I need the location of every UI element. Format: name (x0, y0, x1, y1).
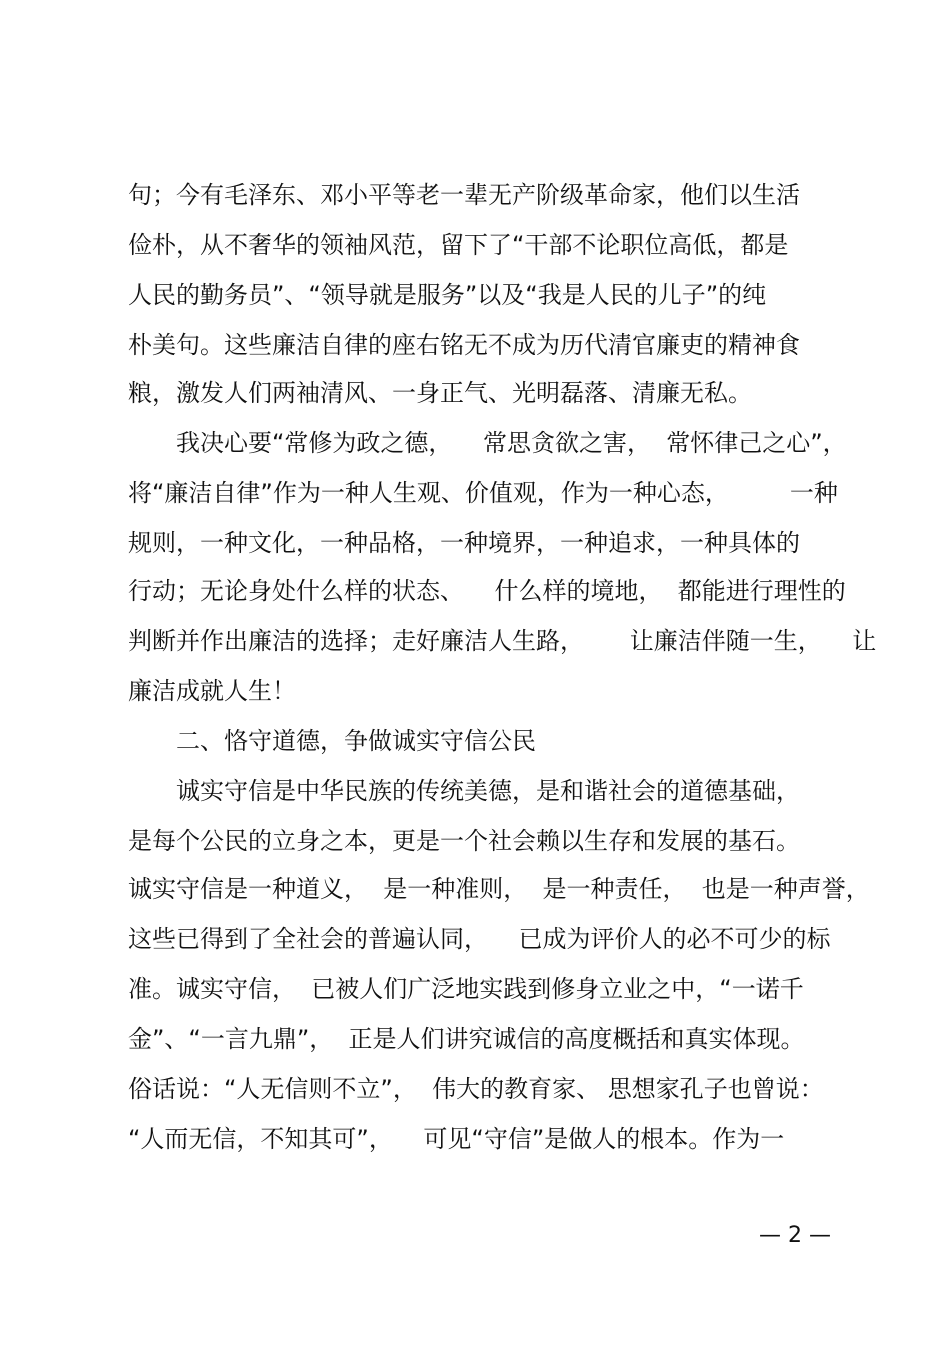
paragraph-first-line: 诚实守信是中华民族的传统美德，是和谐社会的道德基础， (176, 777, 800, 805)
body-text-line: 廉洁成就人生！ (128, 677, 296, 705)
body-text-line: 这些已得到了全社会的普遍认同， 已成为评价人的必不可少的标 (128, 925, 831, 953)
body-text-line: 朴美句。这些廉洁自律的座右铭无不成为历代清官廉吏的精神食 (128, 331, 800, 359)
section-heading: 二、恪守道德，争做诚实守信公民 (176, 727, 536, 755)
paragraph-first-line: 我决心要“常修为政之德， 常思贪欲之害， 常怀律己之心”， (176, 429, 847, 457)
body-text-line: 人民的勤务员”、“领导就是服务”以及“我是人民的儿子”的纯 (128, 281, 767, 309)
body-text-line: 将“廉洁自律”作为一种人生观、价值观，作为一种心态， 一种 (128, 479, 838, 507)
page-number: — 2 — (759, 1223, 831, 1248)
body-text-line: 俭朴，从不奢华的领袖风范，留下了“干部不论职位高低，都是 (128, 231, 789, 259)
body-text-line: 粮，激发人们两袖清风、一身正气、光明磊落、清廉无私。 (128, 379, 752, 407)
body-text-line: 俗话说：“人无信则不立”， 伟大的教育家、 思想家孔子也曾说： (128, 1075, 824, 1103)
body-text-line: 判断并作出廉洁的选择；走好廉洁人生路， 让廉洁伴随一生， 让 (128, 627, 877, 655)
body-text-line: 金”、“一言九鼎”， 正是人们讲究诚信的高度概括和真实体现。 (128, 1025, 805, 1053)
body-text-line: “人而无信，不知其可”， 可见“守信”是做人的根本。作为一 (128, 1125, 785, 1153)
body-text-line: 句；今有毛泽东、邓小平等老一辈无产阶级革命家，他们以生活 (128, 181, 800, 209)
body-text-line: 准。诚实守信， 已被人们广泛地实践到修身立业之中，“一诺千 (128, 975, 804, 1003)
body-text-line: 规则，一种文化，一种品格，一种境界，一种追求，一种具体的 (128, 529, 800, 557)
body-text-line: 行动；无论身处什么样的状态、 什么样的境地， 都能进行理性的 (128, 577, 846, 605)
body-text-line: 诚实守信是一种道义， 是一种准则， 是一种责任， 也是一种声誉， (128, 875, 870, 903)
body-text-line: 是每个公民的立身之本，更是一个社会赖以生存和发展的基石。 (128, 827, 800, 855)
